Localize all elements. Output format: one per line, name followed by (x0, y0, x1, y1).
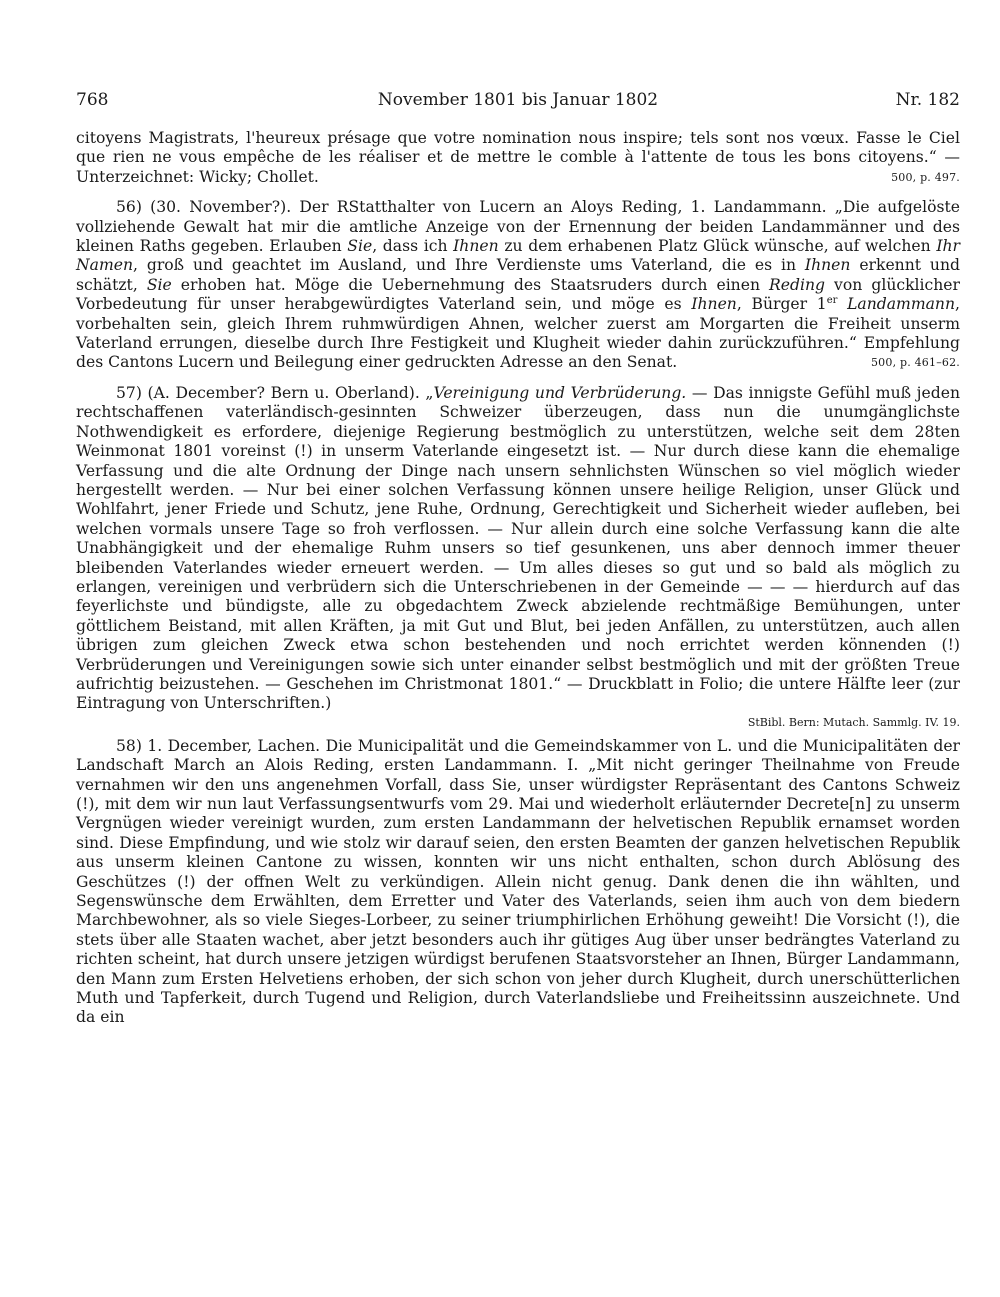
emphasis: Reding (769, 275, 826, 294)
paragraph-continuation (76, 129, 960, 187)
paragraph-text: citoyens Magistrats, l'heureux présage que votre nomination nous inspire; tels sont nos vœux. Fasse le Ciel que rien ne vous empêche de les réaliser et de mettre le comble à l'attente de tous les bons citoyens.“ — Unterzeichnet: Wicky; Chollet. (76, 129, 960, 186)
page-number: 768 (76, 90, 109, 110)
entry-text: von glücklicher Vorbedeutung für unser herabgewürdigtes Vaterland sein, und möge es (76, 275, 960, 314)
entry-text: , Bürger 1 (736, 295, 827, 314)
emphasis: Ihnen (691, 295, 737, 314)
emphasis: Vereinigung und Verbrüderung. (433, 383, 687, 402)
entry-text: zu dem erhabenen Platz Glück wünsche, auf welchen (498, 237, 937, 256)
source-reference: 500, p. 461–62. (870, 356, 960, 370)
source-reference: StBibl. Bern: Mutach. Sammlg. IV. 19. (747, 715, 960, 729)
running-title: November 1801 bis Januar 1802 (377, 90, 659, 110)
entry-text: , groß und geachtet im Ausland, und Ihre Verdienste ums Vaterland, die es in (133, 256, 805, 275)
emphasis: Ihr Namen (76, 237, 960, 275)
page-body (76, 129, 960, 1028)
emphasis: Sie (146, 275, 172, 294)
emphasis: Ihnen (804, 256, 851, 275)
superscript: er (826, 295, 838, 307)
entry-text: 57) (A. December? Bern u. Oberland). „ (116, 383, 434, 402)
emphasis: Landammann (847, 295, 956, 314)
entry-text: , dass ich (372, 237, 454, 256)
entry-text: 58) 1. December, Lachen. Die Municipalität und die Gemeindskammer von L. und die Municipalitäten der Landschaft March an Alois Reding, ersten Landammann. I. „Mit nicht geringer Theilnahme von Freude vernahmen wir den uns angenehmen Vorfall, dass Sie, unser würdigster Repräsentant des Cantons Schweiz (!), mit dem wir nun laut Verfassungsentwurfs vom 29. Mai und wiederholt erläuternder Decrete[n] zu unserm Vergnügen wieder vereinigt wurden, zum ersten Landammann der helvetischen Republik ernamset worden sind. Diese Empfindung, und wie stolz wir darauf seien, den ersten Beamten der ganzen helvetischen Republik aus unserm kleinen Cantone zu wissen, konnten wir uns nicht enthalten, schon durch Ablösung des Geschützes (!) der offnen Welt zu verkündigen. Allein nicht genug. Dank denen die ihn wählten, und Segenswünsche dem Erwählten, dem Erretter und Vater des Vaterlands, seien ihm auch von dem biedern Marchbewohner, als so viele Sieges-Lorbeer, zu seiner triumphirlichen Erhöhung geweiht! Die Vorsicht (!), die stets über alle Staaten wachet, aber jetzt besonders auch ihr gütiges Aug über unser bedrängtes Vaterland zu richten scheint, hat durch unsere jetzigen würdigst berufenen Staatsvorsteher an Ihnen, Bürger Landammann, den Mann zum Ersten Helvetiens erhoben, der sich schon von jeher durch Klugheit, durch unerschütterlichen Muth und Tapferkeit, durch Tugend und Religion, durch Vaterlandsliebe und Freiheitssinn auszeichnete. Und da ein (76, 736, 960, 1027)
entry-text (837, 295, 847, 313)
entry-56 (76, 198, 960, 373)
entry-text: 56) (30. November?). Der RStatthalter von Lucern an Aloys Reding, 1. Landammann. „Die aufgelöste vollziehende Gewalt hat mir die amtliche Anzeige von der Ernennung der beiden Landammänner und des kleinen Raths gegeben. Erlauben (76, 198, 960, 256)
entry-58 (76, 737, 960, 1028)
entry-text: erhoben hat. Möge die Uebernehmung des Staatsruders durch einen (171, 275, 770, 294)
source-reference: 500, p. 497. (891, 170, 960, 184)
entry-text: — Das innigste Gefühl muß jeden rechtschaffenen vaterländisch-gesinnten Schweizer überzeugen, dass nun die unumgänglichste Nothwendigkeit es erfordere, diejenige Regierung bestmöglich zu unterstützen, welche seit dem 28ten Weinmonat 1801 voreinst (!) in unserm Vaterlande eingesetzt ist. — Nur durch diese kann die ehemalige Verfassung und die alte Ordnung der Dinge nach unsern sehnlichsten Wünschen so viel möglich wieder hergestellt werden. — Nur bei einer solchen Verfassung können unsere heilige Religion, unser Glück und Wohlfahrt, jener Friede und Schutz, jene Ruhe, Ordnung, Gerechtigkeit und Sicherheit wieder aufleben, bei welchen vormals unsere Tage so froh verflossen. — Nur allein durch eine solche Verfassung kann die alte Unabhängigkeit und der ehemalige Ruhm unsers so tief gesunkenen, uns aber dennoch immer theuer bleibenden Vaterlandes wieder erneuert werden. — Um alles dieses so gut und so bald als möglich zu erlangen, vereinigen und verbrüdern sich die Unterschriebenen in der Gemeinde — — — hierdurch auf das feyerlichste und bündigste, alle zu obgedachtem Zweck abzielende rechtmäßige Bemühungen, unter göttlichem Beistand, mit allen Kräften, ja mit Gut und Blut, bei jeden Anfällen, zu unterstützen, auch allen übrigen zum gleichen Zweck etwa schon bestehenden und noch errichtet werden könnenden (!) Verbrüderungen und Vereinigungen sowie sich unter einander selbst bestmöglich und mit der größten Treue aufrichtig beizustehen. — Geschehen im Christmonat 1801.“ — Druckblatt in Folio; die untere Hälfte leer (zur Eintragung von Unterschriften.) (76, 383, 960, 713)
emphasis: Ihnen (453, 237, 499, 256)
entry-text: , vorbehalten sein, gleich Ihrem ruhmwürdigen Ahnen, welcher zuerst am Morgarten die Freiheit unserm Vaterland errungen, dieselbe durch Ihre Festigkeit und Klugheit wieder dahin zurückzuführen.“ Empfehlung des Cantons Lucern und Beilegung einer gedruckten Adresse an den Senat. (76, 295, 960, 372)
page-header (76, 90, 960, 114)
entry-text: erkennt und schätzt, (76, 256, 960, 294)
entry-57 (76, 384, 960, 714)
document-number: Nr. 182 (895, 90, 960, 110)
emphasis: Sie (347, 237, 373, 256)
